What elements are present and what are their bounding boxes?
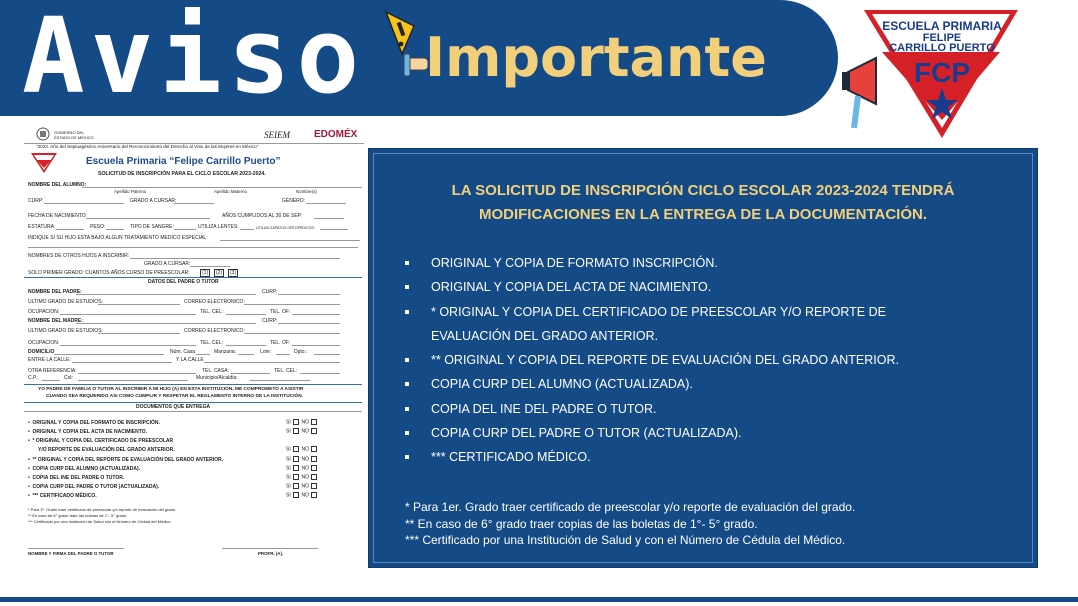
requirements-list <box>405 251 1005 470</box>
inscription-form-preview: GOBIERNO DEL ESTADO DE MÉXICO SEIEM EDOMÉX "2023. Año del Septuagésimo Aniversario del Reconocimiento del Derecho al Voto de las Mujeres en México" Escuela Primaria “Felipe Carrillo Puerto” SOLICITUD DE INSCRIPCIÓN PARA EL CICLO ESCOLAR 2023-2024. NOMBRE DEL ALUMNO: Apellido Paterno Apellido Materno Nombre(s) CURP: GRADO A CURSAR: GÉNERO: FECHA DE NACIMIENTO: AÑOS CUMPLIDOS AL 30 DE SEP: ESTATURA: PESO: TIPO DE SANGRE: UTILIZA LENTES: UTILIZA ZAPATOS ORTOPÉDICOS: INDIQUE SI SU HIJO ESTA BAJO ALGUN TRATAMIENTO MEDICO ESPECIAL: NOMBRES DE OTROS HIJOS A INSCRIBIR: GRADO A CURSAR: SOLO PRIMER GRADO: CUANTOS AÑOS CURSO DE PREESCOLAR: (1) (2) (3) DATOS DEL PADRE O TUTOR NOMBRE DEL PADRE: CURP: ULTIMO GRADO DE ESTUDIOS: CORREO ELECTRONICO: OCUPACION: TEL. CEL: TEL. OF: NOMBRE DEL MADRE: CURP: ULTIMO GRADO DE ESTUDIOS: CORREO ELECTRONICO: OCUPACION: TEL. CEL: TEL. OF: DOMICILIO Núm. Casa Manzana: Lote: Dpto.: ENTRE LA CALLE: Y LA CALLE OTRA REFERENCIA: TEL. CASA: TEL. CEL: C.P.: Col: Municipio/Alcaldía: YO PADRE DE FAMILIA O TUTOR AL INSCRIBIR A MI HIJO (A) EN ESTA INSTITUCIÓN, ME COMPROMETO A ASISTIR CUANDO SEA REQUERIDO ASI COMO CUMPLIR Y RESPETAR EL REGLAMENTO INTERNO DE LA INSTITUCIÓN. DOCUMENTOS QUE ENTREGA • ORIGINAL Y COPIA DEL FORMATO DE INSCRIPCIÓN. • ORIGINAL Y COPIA DEL ACTA DE NACIMIENTO. • * ORIGINAL Y COPIA DEL CERTIFICADO DE PREESCOLAR Y/O REPORTE DE EVALUACIÓN DEL GRADO ANTERIOR. • ** ORIGINAL Y COPIA DEL REPORTE DE EVALUACIÓN DEL GRADO ANTERIOR. • COPIA CURP DEL ALUMNO (ACTUALIZADA). • COPIA DEL INE DEL PADRE O TUTOR. • COPIA CURP DEL PADRE O TUTOR (ACTUALIZADA). • *** CERTIFICADO MÉDICO. SI NO SI NO SI NO SI NO SI NO SI NO SI NO SI NO * Para 1º. Grado traer certificado de preescolar y/o reporte de evaluación del grado. ** En caso de 6° grado traer las boletas de 1°- 5° grado. *** Certificado por una Institución de Salud con el Número de Cédula del Médico. NOMBRE Y FIRMA DEL PADRE O TUTOR PROFR. (A). <box>24 124 368 564</box>
svg-text:FCP: FCP <box>914 57 970 88</box>
list-item: ORIGINAL Y COPIA DE FORMATO INSCRIPCIÓN. <box>405 251 1005 275</box>
list-item: ORIGINAL Y COPIA DEL ACTA DE NACIMIENTO. <box>405 275 1005 299</box>
footer-bar <box>0 597 1078 602</box>
banner-title-importante: Importante <box>425 26 767 89</box>
school-logo <box>838 6 1020 140</box>
school-mini-logo <box>30 152 58 174</box>
list-item: COPIA CURP DEL PADRE O TUTOR (ACTUALIZADA). <box>405 421 1005 445</box>
government-emblem-icon <box>34 126 52 142</box>
list-item: *** CERTIFICADO MÉDICO. <box>405 445 1005 469</box>
notice-title: LA SOLICITUD DE INSCRIPCIÓN CICLO ESCOLAR 2023-2024 TENDRÁ MODIFICACIONES EN LA ENTREGA DE LA DOCUMENTACIÓN. <box>451 182 955 223</box>
list-item: * ORIGINAL Y COPIA DEL CERTIFICADO DE PREESCOLAR Y/O REPORTE DE EVALUACIÓN DEL GRADO ANTERIOR. <box>405 300 1005 349</box>
notice-footnotes: * Para 1er. Grado traer certificado de preescolar y/o reporte de evaluación del grado. ** En caso de 6° grado traer copias de las boletas de 1°- 5° grado. *** Certificado por una Institución de Salud y con el Número de Cédula del Médico. <box>405 500 856 547</box>
svg-text:CARRILLO PUERTO: CARRILLO PUERTO <box>889 42 995 54</box>
banner-title-aviso: Aviso <box>22 0 366 117</box>
svg-text:FELIPE: FELIPE <box>922 32 962 44</box>
notice-panel <box>368 148 1038 568</box>
list-item: COPIA DEL INE DEL PADRE O TUTOR. <box>405 397 1005 421</box>
list-item: ** ORIGINAL Y COPIA DEL REPORTE DE EVALUACIÓN DEL GRADO ANTERIOR. <box>405 348 1005 372</box>
megaphone-icon <box>838 58 876 128</box>
list-item: COPIA CURP DEL ALUMNO (ACTUALIZADA). <box>405 372 1005 396</box>
svg-text:ESCUELA PRIMARIA: ESCUELA PRIMARIA <box>882 19 1002 33</box>
